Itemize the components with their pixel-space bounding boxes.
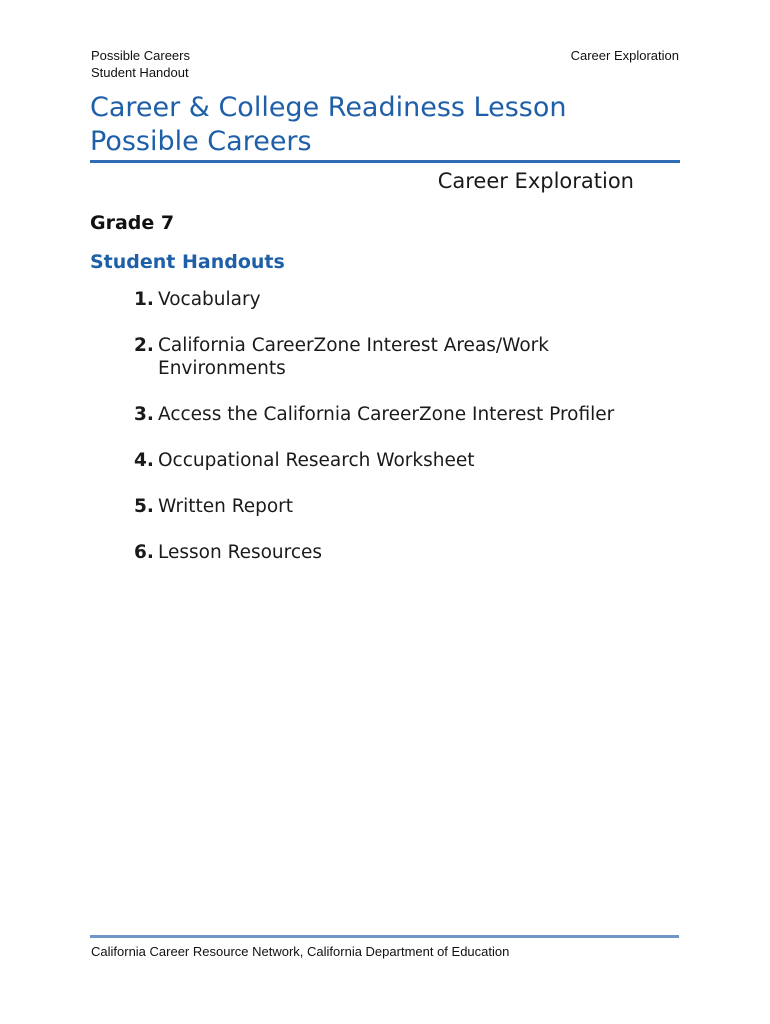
handout-list (134, 288, 654, 587)
page-title (90, 91, 680, 159)
list-item-number: 2. (134, 335, 154, 356)
list-item (134, 495, 654, 518)
list-item-number: 1. (134, 289, 154, 310)
header-document-type: Student Handout (91, 65, 189, 80)
grade-label: Grade 7 (90, 212, 175, 234)
list-item-text: Vocabulary (158, 289, 261, 310)
list-item (134, 541, 654, 564)
list-item-text: Access the California CareerZone Interest Profiler (158, 404, 615, 425)
title-divider (90, 160, 680, 163)
list-item (134, 403, 654, 426)
list-item (134, 288, 654, 311)
list-item-number: 3. (134, 404, 154, 425)
footer-divider (90, 935, 679, 938)
page-header-left (91, 47, 190, 81)
page-footer: California Career Resource Network, California Department of Education (91, 944, 510, 959)
list-item-text: California CareerZone Interest Areas/Work Environments (158, 335, 549, 379)
section-heading: Student Handouts (90, 251, 285, 273)
list-item-text: Lesson Resources (158, 542, 323, 563)
page-subtitle: Career Exploration (437, 169, 634, 193)
list-item-number: 5. (134, 496, 154, 517)
list-item-number: 6. (134, 542, 154, 563)
page-title-line-1: Career & College Readiness Lesson (90, 92, 567, 123)
list-item (134, 334, 654, 380)
list-item-number: 4. (134, 450, 154, 471)
page-title-line-2: Possible Careers (90, 126, 312, 157)
list-item (134, 449, 654, 472)
list-item-text: Occupational Research Worksheet (158, 450, 475, 471)
header-unit-name: Career Exploration (570, 48, 679, 63)
header-lesson-name: Possible Careers (91, 48, 190, 63)
list-item-text: Written Report (158, 496, 294, 517)
